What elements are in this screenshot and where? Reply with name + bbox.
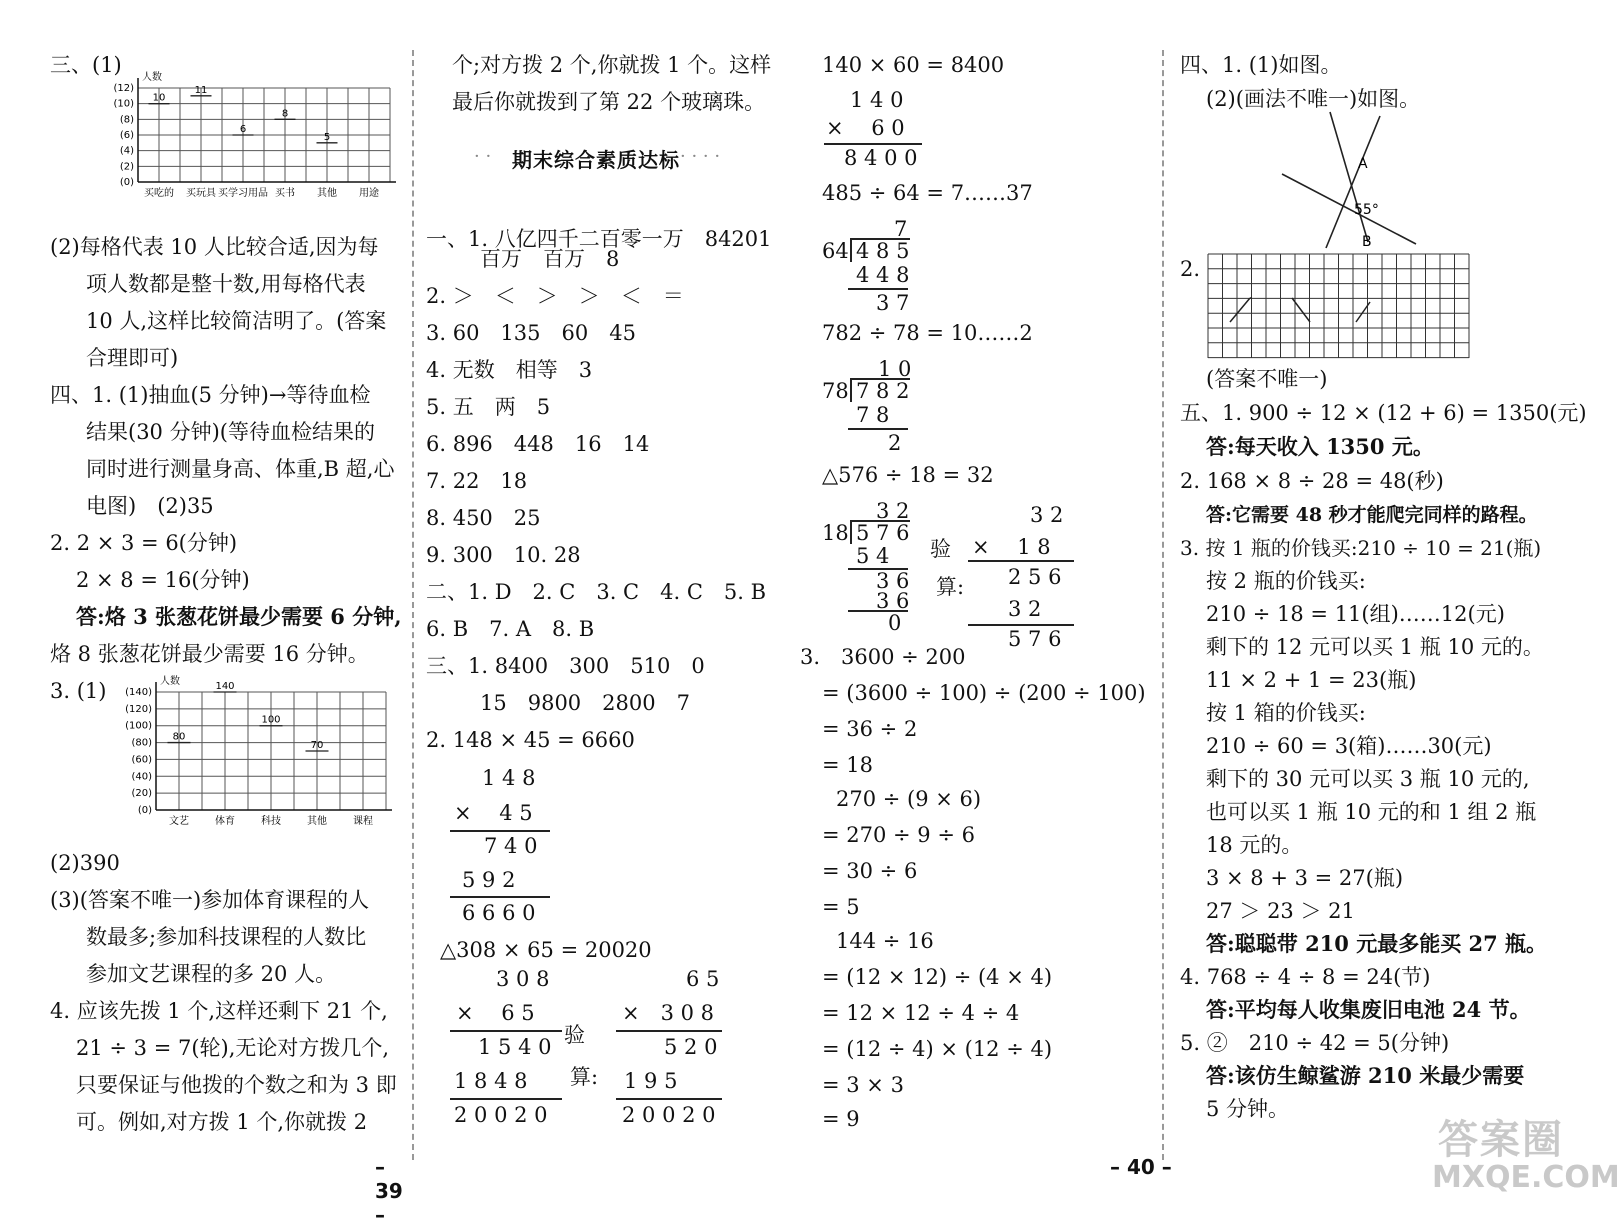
x-tick-label: 科技 — [261, 816, 281, 827]
division-line: 4 4 8 — [856, 263, 910, 287]
answer-line: (2)(画法不唯一)如图。 — [1206, 87, 1421, 111]
answer-line: 电图) (2)35 — [86, 494, 214, 518]
x-tick-label: 买吃的 — [144, 188, 174, 199]
vertical-calc-line: 1 9 5 — [624, 1069, 678, 1093]
vertical-calc-line: × 6 0 — [826, 116, 905, 140]
answer-line: 4. 应该先拨 1 个,这样还剩下 21 个, — [50, 999, 388, 1023]
answer-line: 也可以买 1 瓶 10 元的和 1 组 2 瓶 — [1206, 800, 1537, 824]
vertical-calc-line: 3 2 — [1008, 597, 1042, 621]
answer-line: 同时进行测量身高、体重,B 超,心 — [86, 457, 395, 481]
answer-line: (2)每格代表 10 人比较合适,因为每 — [50, 235, 379, 259]
answer-line: 个;对方拨 2 个,你就拨 1 个。这样 — [452, 53, 772, 77]
answer-line: 8. 450 25 — [426, 506, 541, 530]
answer-line: 15 9800 2800 7 — [480, 691, 690, 715]
vertical-calc-line: 8 4 0 0 — [844, 146, 918, 170]
vertical-calc-line: 5 9 2 — [462, 868, 516, 892]
answer-line: 270 ÷ (9 × 6) — [836, 787, 982, 811]
y-tick-label: (4) — [119, 145, 134, 157]
vertical-calc-line: 1 4 0 — [850, 88, 904, 112]
division-quotient: 7 — [894, 217, 908, 241]
answer-line: 3. 按 1 瓶的价钱买:210 ÷ 10 = 21(瓶) — [1180, 536, 1542, 560]
answer-line: = 36 ÷ 2 — [822, 717, 918, 741]
answer-line: 2. 2 × 3 = 6(分钟) — [50, 531, 238, 555]
calc-rule — [616, 1098, 722, 1100]
answer-line: 最后你就拨到了第 22 个玻璃珠。 — [452, 90, 766, 114]
angle-figure — [1280, 110, 1420, 260]
answer-line: 3 × 8 + 3 = 27(瓶) — [1206, 866, 1404, 890]
answer-line: 3. 3600 ÷ 200 — [800, 645, 966, 669]
vertical-calc-line: 6 5 — [686, 967, 720, 991]
title-dots-left: · · — [474, 146, 492, 167]
answer-line: 五、1. 900 ÷ 12 × (12 + 6) = 1350(元) — [1180, 401, 1587, 425]
data-label: 8 — [281, 108, 289, 120]
division-quotient: 3 2 — [876, 499, 910, 523]
answer-line: 项人数都是整十数,用每格代表 — [86, 272, 366, 296]
bar-chart-spending — [86, 70, 406, 210]
x-tick-label: 体育 — [215, 816, 235, 827]
answer-line: 按 2 瓶的价钱买: — [1206, 569, 1366, 593]
column-3 — [800, 0, 1160, 1221]
y-tick-label: (140) — [125, 687, 152, 698]
vertical-calc-line: 1 4 8 — [482, 766, 536, 790]
calc-rule — [450, 1098, 562, 1100]
answer-line: = (12 ÷ 4) × (12 ÷ 4) — [822, 1037, 1053, 1061]
answer-line: (2)390 — [50, 851, 120, 875]
answer-line: = 270 ÷ 9 ÷ 6 — [822, 823, 975, 847]
division-line: 5 7 6 — [856, 521, 910, 545]
x-tick-label: 其他 — [317, 188, 337, 199]
division-line: 4 8 5 — [856, 239, 910, 263]
answer-line: 参加文艺课程的多 20 人。 — [86, 962, 337, 986]
answer-line: △576 ÷ 18 = 32 — [822, 463, 994, 487]
answer-line: 答:聪聪带 210 元最多能买 27 瓶。 — [1206, 931, 1548, 956]
division-line: 5 4 — [856, 544, 890, 568]
y-tick-label: (0) — [119, 177, 134, 188]
data-label: 80 — [172, 731, 186, 743]
vertical-calc-line: 2 0 0 2 0 — [454, 1103, 548, 1127]
calc-rule — [968, 560, 1074, 562]
answer-line: = (12 × 12) ÷ (4 × 4) — [822, 965, 1053, 989]
vertical-calc-line: 1 5 4 0 — [478, 1035, 552, 1059]
vertical-calc-line: 5 7 6 — [1008, 627, 1062, 651]
check-label: 验 — [930, 537, 951, 561]
y-tick-label: (2) — [119, 161, 134, 173]
answer-line: 剩下的 30 元可以买 3 瓶 10 元的, — [1206, 767, 1530, 791]
division-bracket — [850, 238, 852, 262]
data-label: 5 — [323, 131, 331, 143]
vertical-calc-line: 2 5 6 — [1008, 565, 1062, 589]
y-tick-label: (80) — [131, 737, 152, 749]
answer-line: 四、1. (1)如图。 — [1180, 53, 1342, 77]
answer-line: = 30 ÷ 6 — [822, 859, 918, 883]
y-tick-label: (20) — [131, 788, 152, 800]
calc-rule — [450, 1030, 562, 1032]
answer-line: △308 × 65 = 20020 — [440, 938, 652, 962]
y-tick-label: (120) — [125, 703, 152, 715]
calc-rule — [450, 896, 550, 898]
x-tick-label: 买玩具 — [186, 188, 216, 199]
division-line: 3 7 — [876, 291, 910, 315]
answer-line: 合理即可) — [86, 346, 179, 370]
page-number-right: – 40 – — [1110, 1155, 1172, 1179]
x-tick-label: 买学习用品 — [218, 188, 268, 199]
y-axis-label: 人数 — [142, 72, 162, 83]
check-label: 算: — [936, 575, 965, 599]
x-tick-label: 课程 — [353, 816, 373, 827]
bar-chart-courses — [110, 676, 400, 836]
answer-line: 数最多;参加科技课程的人数比 — [86, 925, 367, 949]
answer-line: 2. 148 × 45 = 6660 — [426, 728, 635, 752]
y-tick-label: (12) — [113, 83, 134, 94]
point-b-label: B — [1362, 234, 1372, 250]
answer-line: 5. 五 两 5 — [426, 395, 551, 419]
answer-line: 答:该仿生鲸鲨游 210 米最少需要 — [1206, 1063, 1525, 1088]
answer-line: 答:烙 3 张葱花饼最少需要 6 分钟, — [76, 604, 402, 629]
data-label: 10 — [152, 92, 166, 104]
vertical-calc-line: 3 2 — [1030, 503, 1064, 527]
answer-line: 四、1. (1)抽血(5 分钟)→等待血检 — [50, 383, 371, 407]
vertical-calc-line: 3 0 8 — [496, 967, 550, 991]
section-title: 期末综合素质达标 — [512, 148, 680, 172]
data-label: 6 — [239, 124, 247, 135]
answer-line: 144 ÷ 16 — [836, 929, 934, 953]
division-line: 0 — [888, 611, 902, 635]
division-divisor: 18 — [822, 521, 849, 545]
divider — [1162, 50, 1164, 1160]
y-tick-label: (10) — [113, 98, 134, 110]
answer-line: 3. (1) — [50, 679, 107, 703]
data-label: 11 — [194, 84, 208, 96]
answer-line: (答案不唯一) — [1206, 367, 1328, 391]
check-label: 算: — [570, 1065, 599, 1089]
answer-line: 一、1. 八亿四千二百零一万 84201 — [426, 227, 772, 251]
answer-line: 18 元的。 — [1206, 833, 1303, 857]
y-tick-label: (0) — [137, 805, 152, 816]
answer-line: 结果(30 分钟)(等待血检结果的 — [86, 420, 375, 444]
answer-line: 4. 无数 相等 3 — [426, 358, 593, 382]
division-line: 2 — [888, 431, 902, 455]
answer-line: 只要保证与他拨的个数之和为 3 即 — [76, 1073, 397, 1097]
vertical-calc-line: 1 8 4 8 — [454, 1069, 528, 1093]
answer-line: 9. 300 10. 28 — [426, 543, 581, 567]
division-quotient: 1 0 — [878, 357, 912, 381]
answer-line: 210 ÷ 60 = 3(箱)……30(元) — [1206, 734, 1492, 758]
x-tick-label: 文艺 — [169, 816, 189, 827]
division-line: 3 6 — [876, 569, 910, 593]
page-number-left: – 39 – — [375, 1155, 403, 1227]
answer-line: 10 人,这样比较简洁明了。(答案 — [86, 309, 387, 333]
answer-line: 11 × 2 + 1 = 23(瓶) — [1206, 668, 1417, 692]
y-tick-label: (40) — [131, 771, 152, 783]
division-bracket — [850, 520, 852, 544]
answer-line: 剩下的 12 元可以买 1 瓶 10 元的。 — [1206, 635, 1544, 659]
drawing-grid — [1206, 252, 1476, 364]
vertical-calc-line: × 3 0 8 — [622, 1001, 715, 1025]
answer-line: 782 ÷ 78 = 10……2 — [822, 321, 1033, 345]
answer-line: 3. 60 135 60 45 — [426, 321, 636, 345]
point-a-label: A — [1358, 156, 1368, 172]
column-4 — [1110, 0, 1590, 1221]
check-label: 验 — [564, 1023, 585, 1047]
answer-line: = 3 × 3 — [822, 1073, 904, 1097]
answer-line: 2. 168 × 8 ÷ 28 = 48(秒) — [1180, 469, 1444, 493]
answer-line: 百万 百万 8 — [480, 247, 620, 271]
vertical-calc-line: × 1 8 — [972, 535, 1051, 559]
answer-line: = (3600 ÷ 100) ÷ (200 ÷ 100) — [822, 681, 1146, 705]
answer-line: 答:它需要 48 秒才能爬完同样的路程。 — [1206, 504, 1538, 526]
answer-line: = 9 — [822, 1107, 860, 1131]
data-label: 140 — [215, 681, 235, 692]
answer-line: = 12 × 12 ÷ 4 ÷ 4 — [822, 1001, 1020, 1025]
answer-line: 21 ÷ 3 = 7(轮),无论对方拨几个, — [76, 1036, 390, 1060]
answer-line: 140 × 60 = 8400 — [822, 53, 1005, 77]
answer-line: 二、1. D 2. C 3. C 4. C 5. B — [426, 580, 767, 604]
answer-line: 5 分钟。 — [1206, 1097, 1290, 1121]
answer-line: 485 ÷ 64 = 7……37 — [822, 181, 1033, 205]
division-bracket — [850, 378, 852, 402]
y-tick-label: (8) — [119, 114, 134, 126]
calc-rule — [616, 1030, 722, 1032]
column-2 — [414, 0, 794, 1221]
y-tick-label: (6) — [119, 130, 134, 141]
answer-line: 2 × 8 = 16(分钟) — [76, 568, 250, 592]
y-axis-label: 人数 — [160, 676, 180, 687]
vertical-calc-line: × 6 5 — [456, 1001, 535, 1025]
watermark-logo: 答案圈 — [1438, 1117, 1564, 1163]
answer-line: 6. B 7. A 8. B — [426, 617, 595, 641]
answer-line: (3)(答案不唯一)参加体育课程的人 — [50, 888, 370, 912]
vertical-calc-line: × 4 5 — [454, 801, 533, 825]
division-line: 3 6 — [876, 589, 910, 613]
answer-line: = 5 — [822, 895, 860, 919]
watermark-url: MXQE.COM — [1432, 1160, 1620, 1195]
data-label: 70 — [310, 740, 324, 751]
y-tick-label: (60) — [131, 754, 152, 766]
y-tick-label: (100) — [125, 720, 152, 732]
title-dots-right: · · · · — [680, 146, 721, 167]
division-divisor: 78 — [822, 379, 849, 403]
answer-line: 6. 896 448 16 14 — [426, 432, 650, 456]
answer-line: 210 ÷ 18 = 11(组)……12(元) — [1206, 602, 1505, 626]
answer-line: 三、(1) — [50, 53, 122, 77]
answer-line: 烙 8 张葱花饼最少需要 16 分钟。 — [50, 642, 369, 666]
angle-label: 55° — [1354, 202, 1379, 218]
answer-line: 7. 22 18 — [426, 469, 528, 493]
answer-line: 5. ② 210 ÷ 42 = 5(分钟) — [1180, 1031, 1450, 1055]
answer-line: 2. ＞ ＜ ＞ ＞ ＜ ＝ — [426, 284, 684, 308]
vertical-calc-line: 6 6 6 0 — [462, 901, 536, 925]
answer-line: = 18 — [822, 753, 873, 777]
answer-line: 三、1. 8400 300 510 0 — [426, 654, 705, 678]
column-1 — [0, 0, 410, 1227]
x-tick-label: 用途 — [359, 188, 379, 199]
x-tick-label: 买书 — [275, 188, 295, 199]
x-tick-label: 其他 — [307, 816, 327, 827]
division-line: 7 8 2 — [856, 379, 910, 403]
answer-line: 答:平均每人收集废旧电池 24 节。 — [1206, 997, 1531, 1022]
division-divisor: 64 — [822, 239, 849, 263]
answer-line: 可。例如,对方拨 1 个,你就拨 2 — [76, 1110, 368, 1134]
vertical-calc-line: 2 0 0 2 0 — [622, 1103, 716, 1127]
vertical-calc-line: 7 4 0 — [484, 834, 538, 858]
answer-line: 按 1 箱的价钱买: — [1206, 701, 1366, 725]
answer-line: 答:每天收入 1350 元。 — [1206, 434, 1434, 459]
answer-line: 2. — [1180, 257, 1201, 281]
data-label: 100 — [261, 714, 281, 726]
answer-line: 27 ＞ 23 ＞ 21 — [1206, 899, 1355, 923]
vertical-calc-line: 5 2 0 — [664, 1035, 718, 1059]
answer-line: 4. 768 ÷ 4 ÷ 8 = 24(节) — [1180, 965, 1431, 989]
division-line: 7 8 — [856, 403, 890, 427]
calc-rule — [450, 830, 550, 832]
